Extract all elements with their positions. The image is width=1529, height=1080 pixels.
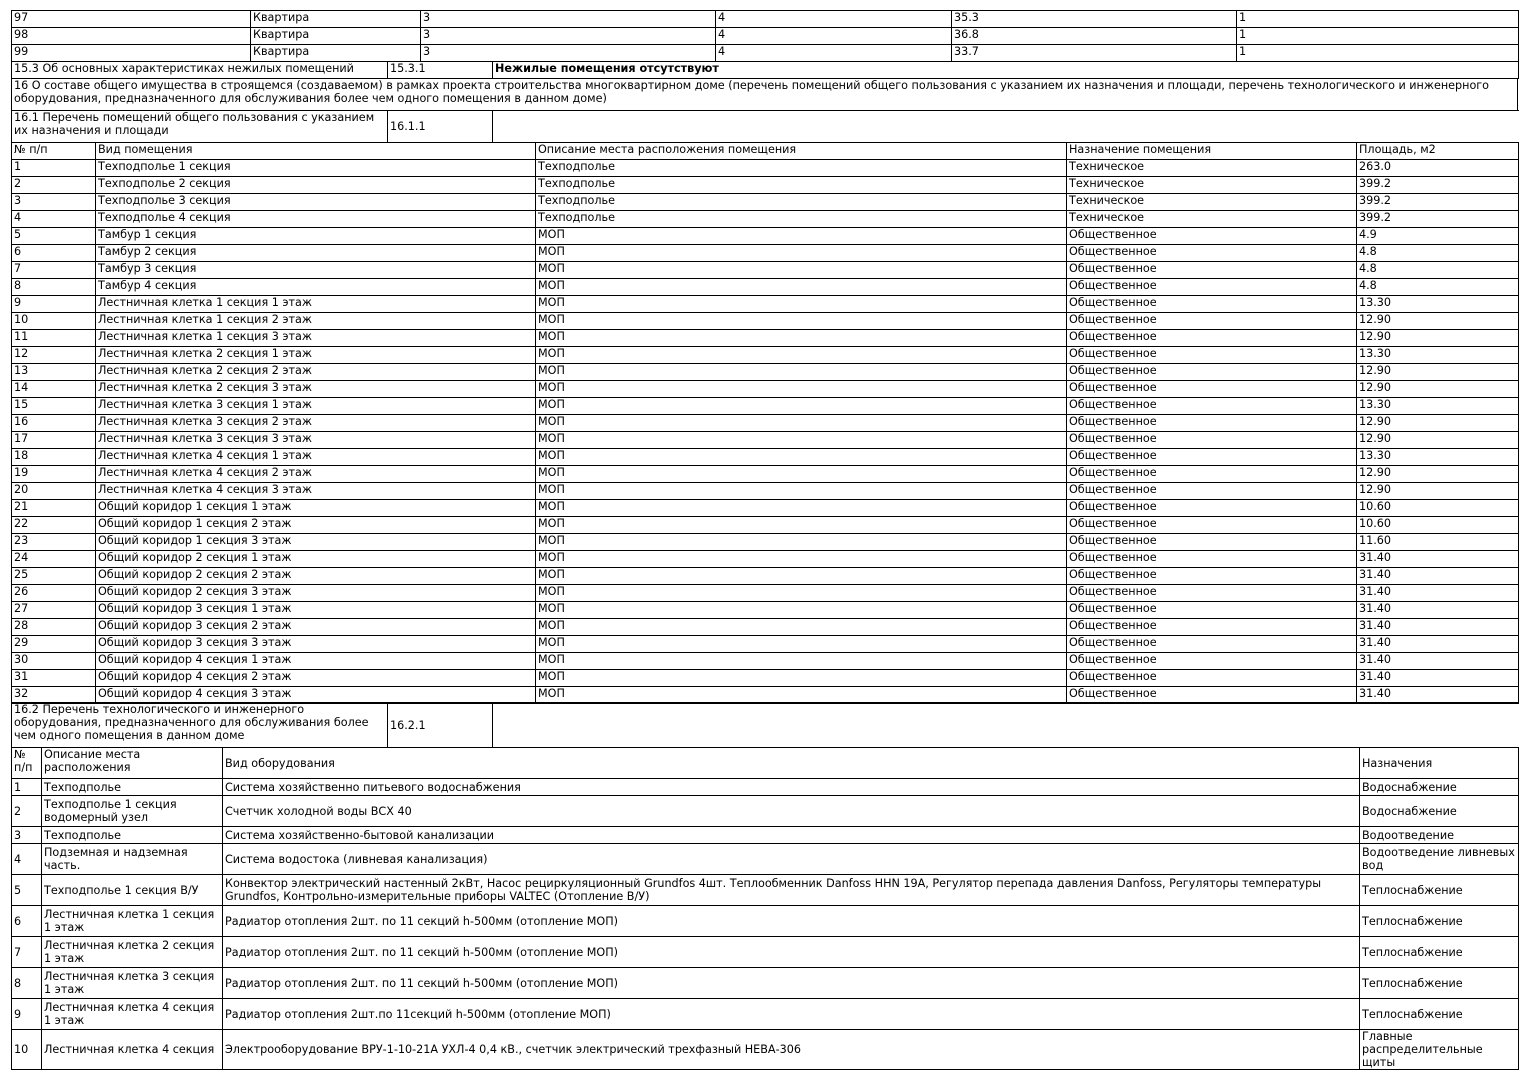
room-area: 31.40: [1357, 619, 1519, 636]
room-purpose: Общественное: [1067, 228, 1357, 245]
equipment-table: [11, 747, 1519, 1070]
table-row: [12, 160, 1519, 177]
room-type: Лестничная клетка 1 секция 1 этаж: [96, 296, 536, 313]
room-area: 31.40: [1357, 568, 1519, 585]
equipment-purpose: Теплоснабжение: [1360, 875, 1519, 906]
room-location: МОП: [536, 449, 1067, 466]
row-number: 7: [12, 937, 42, 968]
row-number: 10: [12, 313, 96, 330]
room-purpose: Общественное: [1067, 619, 1357, 636]
column-header: № п/п: [12, 143, 96, 160]
table-row: [12, 906, 1519, 937]
room-type: Лестничная клетка 2 секция 1 этаж: [96, 347, 536, 364]
section-16: [11, 78, 1518, 111]
room-area: 10.60: [1357, 517, 1519, 534]
room-location: МОП: [536, 500, 1067, 517]
room-area: 4.9: [1357, 228, 1519, 245]
room-location: МОП: [536, 415, 1067, 432]
table-row: [12, 194, 1519, 211]
room-type: Тамбур 2 секция: [96, 245, 536, 262]
row-number: 21: [12, 500, 96, 517]
room-location: МОП: [536, 228, 1067, 245]
room-type: Лестничная клетка 3 секция 2 этаж: [96, 415, 536, 432]
room-type: Общий коридор 1 секция 3 этаж: [96, 534, 536, 551]
equipment-type: Радиатор отопления 2шт. по 11 секций h-500мм (отопление МОП): [223, 906, 1360, 937]
room-type: Тамбур 3 секция: [96, 262, 536, 279]
room-area: 4.8: [1357, 279, 1519, 296]
room-location: МОП: [536, 296, 1067, 313]
room-type: Лестничная клетка 3 секция 1 этаж: [96, 398, 536, 415]
room-purpose: Общественное: [1067, 602, 1357, 619]
equipment-type: Конвектор электрический настенный 2кВт, Насос рециркуляционный Grundfos 4шт. Теплообменник Danfoss HHN 19A, Регулятор перепада давления Danfoss, Регуляторы температуры Grundfos, Контрольно-измерительные приборы VALTEC (Отопление В/У): [223, 875, 1360, 906]
apartment-area: 36.8: [952, 28, 1237, 45]
room-area: 12.90: [1357, 483, 1519, 500]
row-number: 8: [12, 279, 96, 296]
apartment-col: 1: [1237, 45, 1519, 62]
room-type: Общий коридор 4 секция 3 этаж: [96, 687, 536, 704]
room-location: МОП: [536, 398, 1067, 415]
apartments-table: [11, 10, 1519, 62]
room-purpose: Общественное: [1067, 653, 1357, 670]
table-row: [12, 551, 1519, 568]
row-number: 10: [12, 1030, 42, 1070]
apartment-area: 35.3: [952, 11, 1237, 28]
section-empty: [493, 111, 1519, 143]
equipment-type: Система хозяйственно питьевого водоснабжения: [223, 779, 1360, 796]
room-area: 4.8: [1357, 262, 1519, 279]
room-type: Техподполье 4 секция: [96, 211, 536, 228]
room-location: МОП: [536, 262, 1067, 279]
room-area: 11.60: [1357, 534, 1519, 551]
row-number: 15: [12, 398, 96, 415]
apartment-row: [12, 11, 1519, 28]
room-purpose: Общественное: [1067, 483, 1357, 500]
room-type: Тамбур 4 секция: [96, 279, 536, 296]
room-location: МОП: [536, 653, 1067, 670]
column-header: Назначения: [1360, 748, 1519, 779]
table-row: [12, 999, 1519, 1030]
apartment-row: [12, 28, 1519, 45]
row-number: 3: [12, 194, 96, 211]
row-number: 23: [12, 534, 96, 551]
room-purpose: Техническое: [1067, 211, 1357, 228]
room-area: 399.2: [1357, 177, 1519, 194]
table-row: [12, 568, 1519, 585]
room-purpose: Общественное: [1067, 636, 1357, 653]
room-location: Техподполье: [536, 177, 1067, 194]
table-row: [12, 1030, 1519, 1070]
room-purpose: Общественное: [1067, 432, 1357, 449]
table-row: [12, 228, 1519, 245]
section-label: 16.1 Перечень помещений общего пользования с указанием их назначения и площади: [12, 111, 388, 143]
room-location: МОП: [536, 517, 1067, 534]
apartment-area: 33.7: [952, 45, 1237, 62]
row-number: 4: [12, 844, 42, 875]
room-area: 13.30: [1357, 296, 1519, 313]
table-row: [12, 449, 1519, 466]
row-number: 3: [12, 827, 42, 844]
section-16-2-header: [11, 702, 1519, 748]
equipment-type: Счетчик холодной воды ВСХ 40: [223, 796, 1360, 827]
row-number: 5: [12, 875, 42, 906]
equipment-location: Лестничная клетка 1 секция 1 этаж: [42, 906, 223, 937]
room-location: МОП: [536, 534, 1067, 551]
apartment-row: [12, 45, 1519, 62]
equipment-purpose: Водоотведение: [1360, 827, 1519, 844]
room-type: Техподполье 3 секция: [96, 194, 536, 211]
column-header: № п/п: [12, 748, 42, 779]
room-type: Общий коридор 2 секция 3 этаж: [96, 585, 536, 602]
room-area: 12.90: [1357, 364, 1519, 381]
room-type: Общий коридор 4 секция 2 этаж: [96, 670, 536, 687]
table-row: [12, 779, 1519, 796]
room-purpose: Техническое: [1067, 160, 1357, 177]
section-label: 16.2 Перечень технологического и инженерного оборудования, предназначенного для обслуживания более чем одного помещения в данном доме: [12, 703, 388, 748]
column-header: Вид помещения: [96, 143, 536, 160]
room-location: Техподполье: [536, 194, 1067, 211]
room-location: МОП: [536, 245, 1067, 262]
row-number: 2: [12, 796, 42, 827]
room-type: Общий коридор 3 секция 1 этаж: [96, 602, 536, 619]
apartment-col: 1: [1237, 28, 1519, 45]
row-number: 16: [12, 415, 96, 432]
apartment-type: Квартира: [251, 45, 421, 62]
table-row: [12, 968, 1519, 999]
room-location: МОП: [536, 279, 1067, 296]
room-area: 31.40: [1357, 551, 1519, 568]
row-number: 14: [12, 381, 96, 398]
room-area: 12.90: [1357, 381, 1519, 398]
equipment-purpose: Теплоснабжение: [1360, 999, 1519, 1030]
table-row: [12, 211, 1519, 228]
apartment-number: 97: [12, 11, 251, 28]
table-row: [12, 517, 1519, 534]
room-area: 31.40: [1357, 687, 1519, 704]
room-area: 31.40: [1357, 670, 1519, 687]
equipment-type: Система водостока (ливневая канализация): [223, 844, 1360, 875]
row-number: 24: [12, 551, 96, 568]
room-purpose: Общественное: [1067, 585, 1357, 602]
room-area: 31.40: [1357, 585, 1519, 602]
table-row: [12, 313, 1519, 330]
equipment-purpose: Водоотведение ливневых вод: [1360, 844, 1519, 875]
row-number: 1: [12, 779, 42, 796]
equipment-purpose: Теплоснабжение: [1360, 906, 1519, 937]
table-row: [12, 827, 1519, 844]
room-location: МОП: [536, 483, 1067, 500]
room-area: 31.40: [1357, 653, 1519, 670]
row-number: 32: [12, 687, 96, 704]
row-number: 19: [12, 466, 96, 483]
table-row: [12, 279, 1519, 296]
room-location: МОП: [536, 381, 1067, 398]
section-code: 15.3.1: [388, 62, 493, 79]
row-number: 29: [12, 636, 96, 653]
equipment-type: Электрооборудование ВРУ-1-10-21А УХЛ-4 0,4 кВ., счетчик электрический трехфазный НЕВА-306: [223, 1030, 1360, 1070]
table-header-row: [12, 143, 1519, 160]
row-number: 4: [12, 211, 96, 228]
room-area: 13.30: [1357, 398, 1519, 415]
table-header-row: [12, 748, 1519, 779]
table-row: [12, 585, 1519, 602]
room-purpose: Общественное: [1067, 670, 1357, 687]
section-value: Нежилые помещения отсутствуют: [493, 62, 1519, 79]
column-header: Площадь, м2: [1357, 143, 1519, 160]
room-purpose: Общественное: [1067, 262, 1357, 279]
room-purpose: Общественное: [1067, 330, 1357, 347]
section-code: 16.1.1: [388, 111, 493, 143]
room-location: МОП: [536, 364, 1067, 381]
room-area: 12.90: [1357, 330, 1519, 347]
section-empty: [493, 703, 1519, 748]
row-number: 13: [12, 364, 96, 381]
equipment-location: Лестничная клетка 4 секция: [42, 1030, 223, 1070]
room-location: МОП: [536, 330, 1067, 347]
room-purpose: Общественное: [1067, 279, 1357, 296]
room-purpose: Общественное: [1067, 568, 1357, 585]
table-row: [12, 347, 1519, 364]
equipment-location: Лестничная клетка 4 секция 1 этаж: [42, 999, 223, 1030]
room-purpose: Общественное: [1067, 347, 1357, 364]
table-row: [12, 415, 1519, 432]
row-number: 5: [12, 228, 96, 245]
table-row: [12, 653, 1519, 670]
room-type: Общий коридор 4 секция 1 этаж: [96, 653, 536, 670]
table-row: [12, 245, 1519, 262]
room-purpose: Общественное: [1067, 687, 1357, 704]
table-row: [12, 937, 1519, 968]
room-location: МОП: [536, 347, 1067, 364]
equipment-purpose: Теплоснабжение: [1360, 937, 1519, 968]
row-number: 22: [12, 517, 96, 534]
room-area: 13.30: [1357, 347, 1519, 364]
equipment-type: Радиатор отопления 2шт. по 11 секций h-500мм (отопление МОП): [223, 937, 1360, 968]
row-number: 27: [12, 602, 96, 619]
room-area: 12.90: [1357, 313, 1519, 330]
room-type: Лестничная клетка 1 секция 3 этаж: [96, 330, 536, 347]
row-number: 17: [12, 432, 96, 449]
room-area: 31.40: [1357, 602, 1519, 619]
table-row: [12, 398, 1519, 415]
room-purpose: Общественное: [1067, 449, 1357, 466]
room-purpose: Общественное: [1067, 364, 1357, 381]
equipment-location: Подземная и надземная часть.: [42, 844, 223, 875]
table-row: [12, 177, 1519, 194]
section-15-3: [11, 61, 1519, 79]
room-location: МОП: [536, 687, 1067, 704]
equipment-location: Лестничная клетка 3 секция 1 этаж: [42, 968, 223, 999]
room-type: Общий коридор 1 секция 1 этаж: [96, 500, 536, 517]
room-purpose: Техническое: [1067, 177, 1357, 194]
room-location: Техподполье: [536, 160, 1067, 177]
row-number: 6: [12, 245, 96, 262]
room-type: Общий коридор 2 секция 1 этаж: [96, 551, 536, 568]
section-label: 15.3 Об основных характеристиках нежилых помещений: [12, 62, 388, 79]
room-purpose: Общественное: [1067, 313, 1357, 330]
apartment-col: 4: [716, 11, 952, 28]
apartment-col: 4: [716, 45, 952, 62]
room-purpose: Общественное: [1067, 415, 1357, 432]
table-row: [12, 796, 1519, 827]
room-area: 10.60: [1357, 500, 1519, 517]
room-location: МОП: [536, 619, 1067, 636]
row-number: 9: [12, 296, 96, 313]
room-location: МОП: [536, 466, 1067, 483]
row-number: 1: [12, 160, 96, 177]
room-type: Лестничная клетка 4 секция 3 этаж: [96, 483, 536, 500]
table-row: [12, 381, 1519, 398]
equipment-purpose: Водоснабжение: [1360, 779, 1519, 796]
table-row: [12, 670, 1519, 687]
equipment-purpose: Главные распределительные щиты: [1360, 1030, 1519, 1070]
table-row: [12, 875, 1519, 906]
section-16-text: 16 О составе общего имущества в строящемся (создаваемом) в рамках проекта строительства многоквартирном доме (перечень помещений общего пользования с указанием их назначения и площади, перечень технологического и инженерного оборудования, предназначенного для обслуживания более чем одного помещения в данном доме): [12, 79, 1518, 111]
room-purpose: Техническое: [1067, 194, 1357, 211]
section-code: 16.2.1: [388, 703, 493, 748]
room-purpose: Общественное: [1067, 517, 1357, 534]
room-location: МОП: [536, 585, 1067, 602]
apartment-col: 1: [1237, 11, 1519, 28]
room-purpose: Общественное: [1067, 245, 1357, 262]
room-type: Лестничная клетка 1 секция 2 этаж: [96, 313, 536, 330]
common-rooms-table: [11, 142, 1519, 704]
room-location: МОП: [536, 432, 1067, 449]
room-area: 399.2: [1357, 194, 1519, 211]
room-purpose: Общественное: [1067, 534, 1357, 551]
room-type: Лестничная клетка 2 секция 3 этаж: [96, 381, 536, 398]
table-row: [12, 602, 1519, 619]
row-number: 28: [12, 619, 96, 636]
room-purpose: Общественное: [1067, 296, 1357, 313]
equipment-type: Система хозяйственно-бытовой канализации: [223, 827, 1360, 844]
room-location: МОП: [536, 568, 1067, 585]
apartment-col: 3: [421, 11, 716, 28]
room-purpose: Общественное: [1067, 398, 1357, 415]
row-number: 18: [12, 449, 96, 466]
equipment-purpose: Водоснабжение: [1360, 796, 1519, 827]
room-area: 4.8: [1357, 245, 1519, 262]
room-location: Техподполье: [536, 211, 1067, 228]
room-location: МОП: [536, 313, 1067, 330]
room-type: Техподполье 1 секция: [96, 160, 536, 177]
table-row: [12, 844, 1519, 875]
row-number: 12: [12, 347, 96, 364]
table-row: [12, 466, 1519, 483]
room-type: Тамбур 1 секция: [96, 228, 536, 245]
row-number: 26: [12, 585, 96, 602]
table-row: [12, 619, 1519, 636]
apartment-col: 3: [421, 28, 716, 45]
row-number: 31: [12, 670, 96, 687]
equipment-location: Техподполье 1 секция В/У: [42, 875, 223, 906]
room-area: 12.90: [1357, 432, 1519, 449]
row-number: 7: [12, 262, 96, 279]
section-16-1-header: [11, 110, 1519, 143]
room-area: 263.0: [1357, 160, 1519, 177]
table-row: [12, 330, 1519, 347]
row-number: 2: [12, 177, 96, 194]
row-number: 11: [12, 330, 96, 347]
column-header: Назначение помещения: [1067, 143, 1357, 160]
apartment-type: Квартира: [251, 28, 421, 45]
table-row: [12, 483, 1519, 500]
apartment-col: 4: [716, 28, 952, 45]
column-header: Вид оборудования: [223, 748, 1360, 779]
row-number: 25: [12, 568, 96, 585]
room-location: МОП: [536, 636, 1067, 653]
room-location: МОП: [536, 551, 1067, 568]
equipment-purpose: Теплоснабжение: [1360, 968, 1519, 999]
row-number: 30: [12, 653, 96, 670]
room-type: Техподполье 2 секция: [96, 177, 536, 194]
equipment-location: Техподполье 1 секция водомерный узел: [42, 796, 223, 827]
table-row: [12, 687, 1519, 704]
room-purpose: Общественное: [1067, 381, 1357, 398]
apartment-number: 98: [12, 28, 251, 45]
table-row: [12, 296, 1519, 313]
room-type: Лестничная клетка 4 секция 1 этаж: [96, 449, 536, 466]
room-area: 12.90: [1357, 466, 1519, 483]
row-number: 9: [12, 999, 42, 1030]
equipment-type: Радиатор отопления 2шт.по 11секций h-500мм (отопление МОП): [223, 999, 1360, 1030]
room-area: 13.30: [1357, 449, 1519, 466]
table-row: [12, 432, 1519, 449]
equipment-type: Радиатор отопления 2шт. по 11 секций h-500мм (отопление МОП): [223, 968, 1360, 999]
apartment-type: Квартира: [251, 11, 421, 28]
room-purpose: Общественное: [1067, 500, 1357, 517]
room-type: Общий коридор 3 секция 3 этаж: [96, 636, 536, 653]
room-type: Общий коридор 2 секция 2 этаж: [96, 568, 536, 585]
column-header: Описание места расположения: [42, 748, 223, 779]
room-type: Лестничная клетка 3 секция 3 этаж: [96, 432, 536, 449]
room-purpose: Общественное: [1067, 466, 1357, 483]
room-type: Лестничная клетка 2 секция 2 этаж: [96, 364, 536, 381]
row-number: 8: [12, 968, 42, 999]
table-row: [12, 534, 1519, 551]
apartment-col: 3: [421, 45, 716, 62]
room-area: 12.90: [1357, 415, 1519, 432]
row-number: 20: [12, 483, 96, 500]
room-purpose: Общественное: [1067, 551, 1357, 568]
apartment-number: 99: [12, 45, 251, 62]
row-number: 6: [12, 906, 42, 937]
room-location: МОП: [536, 670, 1067, 687]
room-type: Общий коридор 1 секция 2 этаж: [96, 517, 536, 534]
table-row: [12, 262, 1519, 279]
equipment-location: Техподполье: [42, 827, 223, 844]
room-area: 399.2: [1357, 211, 1519, 228]
room-location: МОП: [536, 602, 1067, 619]
room-type: Общий коридор 3 секция 2 этаж: [96, 619, 536, 636]
room-type: Лестничная клетка 4 секция 2 этаж: [96, 466, 536, 483]
equipment-location: Лестничная клетка 2 секция 1 этаж: [42, 937, 223, 968]
column-header: Описание места расположения помещения: [536, 143, 1067, 160]
table-row: [12, 636, 1519, 653]
table-row: [12, 500, 1519, 517]
room-area: 31.40: [1357, 636, 1519, 653]
equipment-location: Техподполье: [42, 779, 223, 796]
table-row: [12, 364, 1519, 381]
